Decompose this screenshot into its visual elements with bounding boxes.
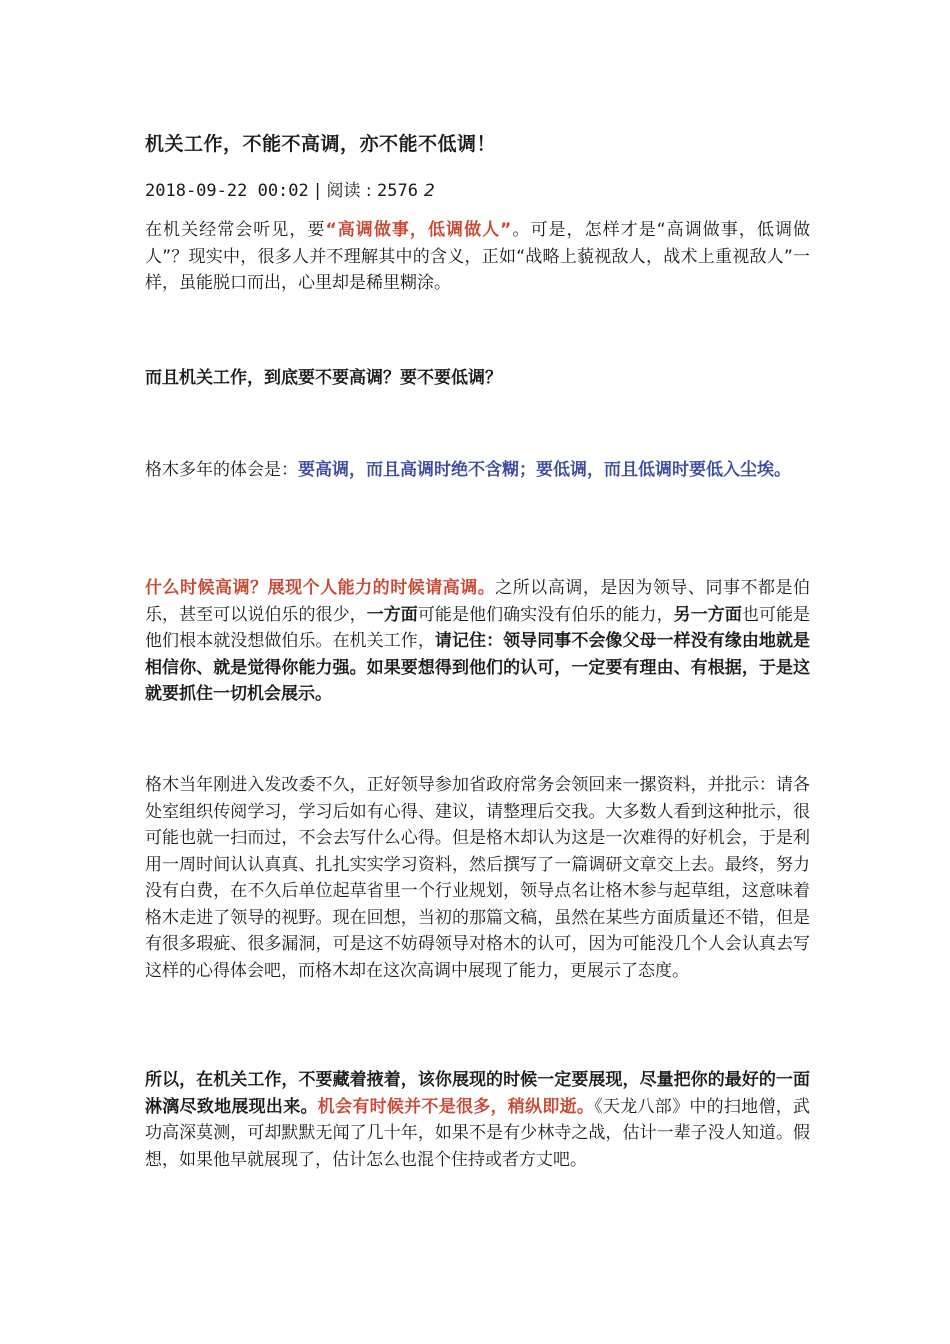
text-run: 可能是他们确实没有伯乐的能力， [417, 604, 674, 625]
highlight-red: “高调做事，低调做人” [325, 220, 512, 240]
meta-separator: | [314, 181, 321, 201]
read-label: 阅读 : [326, 181, 372, 201]
article-title: 机关工作，不能不高调，亦不能不低调！ [145, 133, 497, 155]
paragraph-conclusion [145, 1067, 810, 1173]
paragraph-experience [145, 457, 810, 484]
paragraph-story [145, 772, 810, 984]
publish-date: 2018-09-22 00:02 [145, 181, 309, 201]
text-run: 格木多年的体会是： [145, 460, 298, 480]
text-bold: 请记住：领导同事不会像父母一样没有缘由地就是相信你、就是觉得你能力强。如果要想得到他们的认可，一定要有理由、有根据，于是这就要抓住一切机会展示。 [145, 631, 811, 704]
text-bold: 一方面 [366, 604, 418, 625]
text-run: 格木当年刚进入发改委不久，正好领导参加省政府常务会领回来一摞资料，并批示：请各处室组织传阅学习，学习后如有心得、建议，请整理后交我。大多数人看到这种批示，很可能也就一扫而过，不会去写什么心得。但是格木却认为这是一次难得的好机会，于是利用一周时间认认真真、扎扎实实学习资料，然后撰写了一篇调研文章交上去。最终，努力没有白费，在不久后单位起草省里一个行业规划，领导点名让格木参与起草组，这意味着格木走进了领导的视野。现在回想，当初的那篇文稿，虽然在某些方面质量还不错，但是有很多瑕疵、很多漏洞，可是这不妨碍领导对格木的认可，因为可能没几个人会认真去写这样的心得体会吧，而格木却在这次高调中展现了能力，更展示了态度。 [145, 775, 810, 981]
text-run: 也可能是他们根本就没想做伯乐。在机关工作， [145, 604, 811, 651]
paragraph-intro [145, 217, 810, 297]
paragraph-question [145, 365, 810, 392]
edit-mark: 2 [424, 181, 435, 201]
text-run: 。可是，怎样才是“高调做事，低调做人”？现实中，很多人并不理解其中的含义，正如“战略上藐视敌人，战术上重视敌人”一样，虽能脱口而出，心里却是稀里糊涂。 [145, 220, 810, 293]
highlight-red: 机会有时候并不是很多，稍纵即逝。 [317, 1096, 595, 1117]
paragraph-when-high-profile [145, 575, 810, 708]
highlight-blue: 要高调，而且高调时绝不含糊；要低调，而且低调时要低入尘埃。 [298, 460, 791, 480]
text-run: 在机关经常会听见，要 [145, 220, 326, 240]
article-meta [145, 176, 435, 201]
text-bold: 另一方面 [673, 604, 742, 625]
text-run: 《天龙八部》中的扫地僧，武功高深莫测，可却默默无闻了几十年，如果不是有少林寺之战，估计一辈子没人知道。假想，如果他早就展现了，估计怎么也混个住持或者方丈吧。 [145, 1096, 811, 1170]
text-run: 之所以高调，是因为领导、同事不都是伯乐，甚至可以说伯乐的很少， [145, 578, 811, 625]
read-count: 2576 [377, 181, 418, 201]
text-run: 而且机关工作，到底要不要高调？要不要低调？ [145, 368, 502, 388]
text-bold: 所以，在机关工作，不要藏着掖着，该你展现的时候一定要展现，尽量把你的最好的一面淋漓尽致地展现出来。 [145, 1070, 810, 1117]
highlight-red: 什么时候高调？展现个人能力的时候请高调。 [145, 578, 496, 598]
